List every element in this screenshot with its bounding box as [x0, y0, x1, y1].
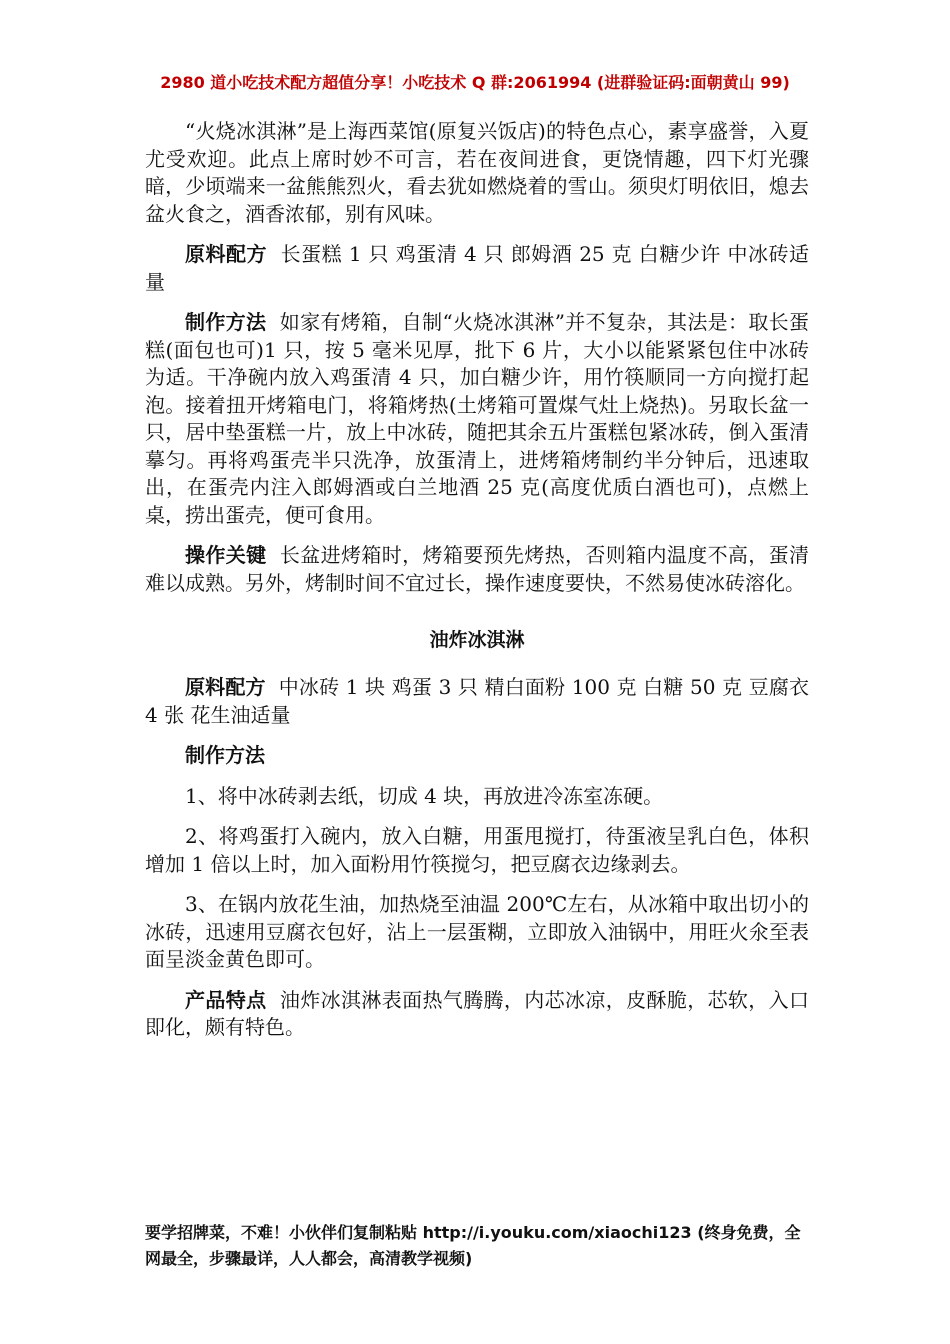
ingredients-paragraph-1: [145, 241, 809, 296]
key-paragraph: [145, 542, 809, 597]
features-paragraph: [145, 987, 809, 1042]
ingredients-text-2: 中冰砖 1 块 鸡蛋 3 只 精白面粉 100 克 白糖 50 克 豆腐衣 4 张 花生油适量: [145, 675, 810, 727]
step-2: 2、将鸡蛋打入碗内，放入白糖，用蛋甩搅打，待蛋液呈乳白色，体积增加 1 倍以上时，加入面粉用竹筷搅匀，把豆腐衣边缘剥去。: [145, 824, 809, 876]
ingredients-paragraph-2: [145, 674, 809, 729]
step-1: 1、将中冰砖剥去纸，切成 4 块，再放进冷冻室冻硬。: [185, 783, 664, 808]
page-footer: 要学招牌菜，不难！小伙伴们复制粘贴 http://i.youku.com/xiaochi123 (终身免费，全网最全，步骤最详，人人都会，高清教学视频): [145, 1223, 801, 1268]
section-title: 油炸冰淇淋: [429, 629, 525, 651]
features-label: 产品特点: [185, 987, 267, 1012]
key-label: 操作关键: [185, 543, 267, 567]
method-heading-2: [145, 742, 809, 770]
method-label-2: 制作方法: [185, 743, 265, 767]
document-body: [145, 118, 809, 1042]
method-text-1: 如家有烤箱，自制“火烧冰淇淋”并不复杂，其法是：取长蛋糕(面包也可)1 只，按 5 毫米见厚，批下 6 片，大小以能紧紧包住中冰砖为适。干净碗内放入鸡蛋清 4 只，加白糖少许，用竹筷顺同一方向搅打起泡。接着扭开烤箱电门，将箱烤热(土烤箱可置煤气灶上烧热)。另取长盆一只，居中垫蛋糕一片，放上中冰砖，随把其余五片蛋糕包紧冰砖，倒入蛋清摹匀。再将鸡蛋壳半只洗净，放蛋清上，进烤箱烤制约半分钟后，迅速取出，在蛋壳内注入郎姆酒或白兰地酒 25 克(高度优质白酒也可)，点燃上桌，捞出蛋壳，便可食用。: [145, 310, 810, 527]
intro-paragraph: “火烧冰淇淋”是上海西菜馆(原复兴饭店)的特色点心，素享盛誉，入夏尤受欢迎。此点上席时妙不可言，若在夜间进食，更饶情趣，四下灯光骤暗，少顷端来一盆熊熊烈火，看去犹如燃烧着的雪山。须臾灯明依旧，熄去盆火食之，酒香浓郁，别有风味。: [145, 119, 809, 226]
page-header: 2980 道小吃技术配方超值分享！小吃技术 Q 群:2061994 (进群验证码:面朝黄山 99): [160, 73, 790, 92]
step-3: 3、在锅内放花生油，加热烧至油温 200℃左右，从冰箱中取出切小的冰砖，迅速用豆腐衣包好，沾上一层蛋糊，立即放入油锅中，用旺火氽至表面呈淡金黄色即可。: [145, 892, 809, 971]
ingredients-label-1: 原料配方: [185, 242, 267, 266]
method-label-1: 制作方法: [185, 310, 267, 334]
features-text: 油炸冰淇淋表面热气腾腾，内芯冰凉，皮酥脆，芯软，入口即化，颇有特色。: [145, 987, 810, 1039]
ingredients-text-1: 长蛋糕 1 只 鸡蛋清 4 只 郎姆酒 25 克 白糖少许 中冰砖适量: [145, 242, 809, 294]
ingredients-label-2: 原料配方: [185, 675, 266, 699]
key-text: 长盆进烤箱时，烤箱要预先烤热，否则箱内温度不高，蛋清难以成熟。另外，烤制时间不宜过长，操作速度要快，不然易使冰砖溶化。: [145, 543, 810, 595]
method-paragraph-1: [145, 309, 809, 529]
